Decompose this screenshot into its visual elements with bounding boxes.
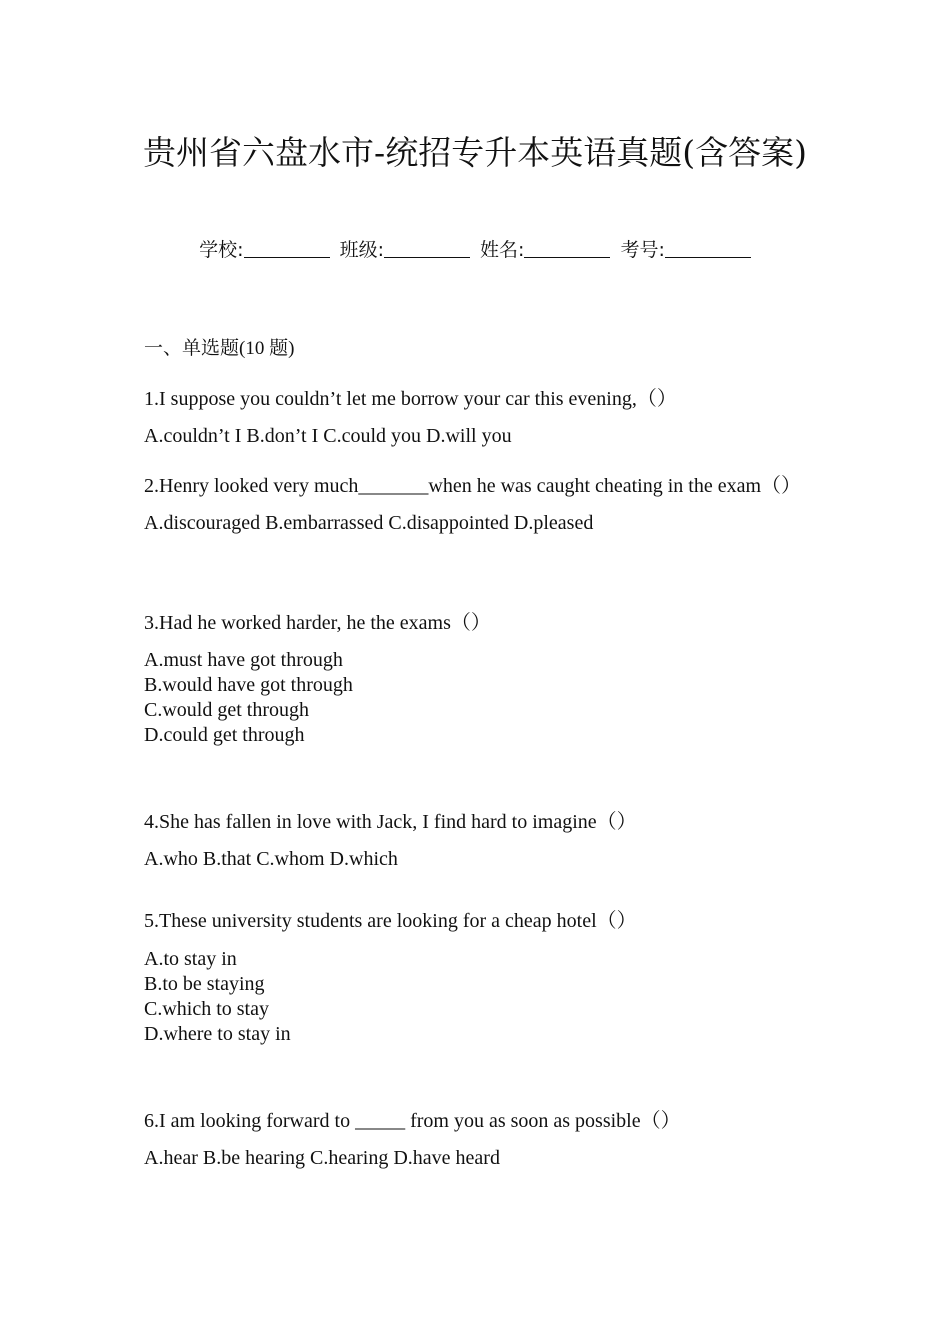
class-label: 班级: <box>339 239 384 261</box>
option-d: D.could get through <box>144 724 305 746</box>
question-stem: 4.She has fallen in love with Jack, I find hard to imagine（） <box>144 811 637 833</box>
name-blank <box>524 239 610 258</box>
question-stem: 5.These university students are looking for a cheap hotel（） <box>144 910 637 932</box>
question-stem: 3.Had he worked harder, he the exams（） <box>144 612 491 634</box>
name-field <box>480 236 610 264</box>
question-6 <box>144 1102 806 1177</box>
student-info-line <box>0 236 950 264</box>
exam-number-label: 考号: <box>620 239 665 261</box>
question-1 <box>144 380 806 455</box>
question-options: A.discouraged B.embarrassed C.disappointed D.pleased <box>144 512 594 534</box>
section-heading: 一、单选题(10 题) <box>144 338 295 359</box>
question-stem: 1.I suppose you couldn’t let me borrow your car this evening,（） <box>144 388 677 410</box>
question-2 <box>144 467 806 542</box>
option-d: D.where to stay in <box>144 1023 291 1045</box>
class-blank <box>384 239 470 258</box>
option-c: C.would get through <box>144 699 309 721</box>
question-stem: 2.Henry looked very much_______when he was caught cheating in the exam（） <box>144 475 802 497</box>
exam-number-field <box>620 236 750 264</box>
document-title: 贵州省六盘水市-统招专升本英语真题(含答案) <box>143 133 807 172</box>
option-b: B.would have got through <box>144 674 353 696</box>
question-3 <box>144 604 806 642</box>
question-options: A.couldn’t I B.don’t I C.could you D.will you <box>144 425 512 447</box>
question-5-options <box>144 947 291 1047</box>
option-a: A.must have got through <box>144 649 343 671</box>
school-blank <box>244 239 330 258</box>
question-stem: 6.I am looking forward to _____ from you as soon as possible（） <box>144 1110 681 1132</box>
question-3-options <box>144 648 353 748</box>
name-label: 姓名: <box>480 239 525 261</box>
school-label: 学校: <box>199 239 244 261</box>
option-a: A.to stay in <box>144 948 237 970</box>
option-c: C.which to stay <box>144 998 269 1020</box>
school-field <box>199 236 329 264</box>
class-field <box>340 236 470 264</box>
question-4 <box>144 803 806 878</box>
question-options: A.who B.that C.whom D.which <box>144 848 398 870</box>
question-options: A.hear B.be hearing C.hearing D.have heard <box>144 1147 500 1169</box>
exam-number-blank <box>665 239 751 258</box>
option-b: B.to be staying <box>144 973 265 995</box>
question-5 <box>144 902 806 940</box>
